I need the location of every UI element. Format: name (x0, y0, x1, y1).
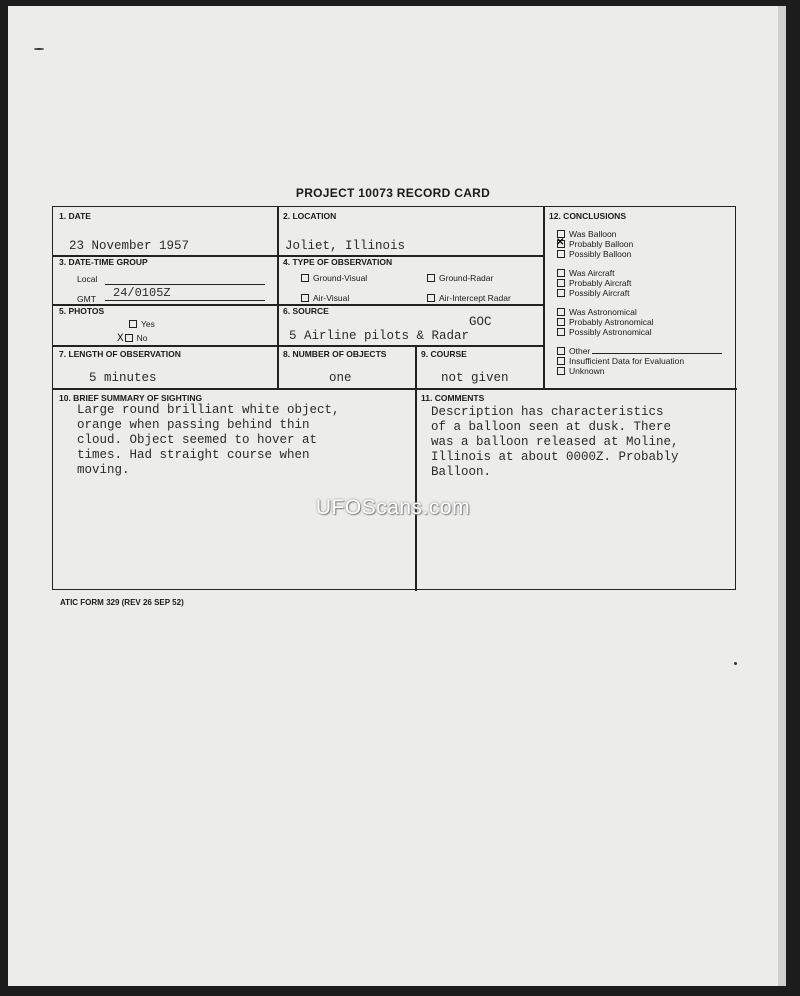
conclusion-item: Was Balloon (557, 229, 722, 239)
course-label: 9. COURSE (421, 349, 467, 359)
summary-line: cloud. Object seemed to hover at (77, 433, 318, 447)
checkbox (301, 294, 309, 302)
watermark: UFOScans.com (315, 496, 471, 519)
gmt-value: 24/0105Z (113, 286, 171, 300)
checkbox (427, 294, 435, 302)
comments-line: Description has characteristics (431, 405, 664, 419)
card-title: PROJECT 10073 RECORD CARD (295, 186, 491, 200)
source-value-line2: 5 Airline pilots & Radar (289, 329, 470, 343)
comments-text (431, 405, 679, 480)
comments-line: of a balloon seen at dusk. There (431, 420, 672, 434)
photos-yes-option: Yes (129, 319, 155, 329)
local-label: Local (77, 274, 98, 284)
ground-radar-option: Ground-Radar (427, 273, 493, 283)
summary-label: 10. BRIEF SUMMARY OF SIGHTING (59, 393, 203, 403)
check-mark: ✕ (556, 237, 565, 248)
comments-line: Balloon. (431, 465, 492, 479)
local-line (105, 284, 265, 285)
dtg-label: 3. DATE-TIME GROUP (59, 257, 148, 267)
date-label: 1. DATE (59, 211, 91, 221)
checkbox (301, 274, 309, 282)
conclusion-item: Was Astronomical (557, 307, 722, 317)
conclusion-item: Unknown (557, 366, 722, 376)
divider (415, 345, 417, 591)
comments-line: was a balloon released at Moline, (431, 435, 679, 449)
checkbox (125, 334, 133, 342)
conclusion-item: Probably Astronomical (557, 317, 722, 327)
air-visual-option: Air-Visual (301, 293, 349, 303)
divider (277, 207, 279, 389)
length-value: 5 minutes (89, 371, 157, 385)
length-label: 7. LENGTH OF OBSERVATION (59, 349, 181, 359)
air-intercept-option: Air-Intercept Radar (427, 293, 511, 303)
date-value: 23 November 1957 (69, 239, 190, 253)
type-obs-label: 4. TYPE OF OBSERVATION (283, 257, 393, 267)
comments-label: 11. COMMENTS (421, 393, 485, 403)
source-label: 6. SOURCE (283, 306, 329, 316)
num-objects-label: 8. NUMBER OF OBJECTS (283, 349, 387, 359)
gmt-label: GMT (77, 294, 96, 304)
summary-line: Large round brilliant white object, (77, 403, 340, 417)
divider (53, 345, 543, 347)
conclusion-item: Was Aircraft (557, 268, 722, 278)
conclusions-label: 12. CONCLUSIONS (549, 211, 626, 221)
conclusions-list (557, 229, 722, 376)
comments-line: Illinois at about 0000Z. Probably (431, 450, 679, 464)
record-card-form (52, 206, 736, 590)
conclusion-item: Insufficient Data for Evaluation (557, 356, 722, 366)
num-objects-value: one (329, 371, 352, 385)
photos-label: 5. PHOTOS (59, 306, 105, 316)
conclusion-item: Possibly Balloon (557, 249, 722, 259)
divider (543, 207, 545, 389)
photos-no-option: X No (117, 333, 148, 345)
summary-line: moving. (77, 463, 130, 477)
conclusion-item: ✕ Probably Balloon (556, 237, 634, 249)
ground-visual-option: Ground-Visual (301, 273, 367, 283)
summary-text (77, 403, 340, 478)
divider (53, 388, 737, 390)
location-label: 2. LOCATION (283, 211, 337, 221)
form-footer: ATIC FORM 329 (REV 26 SEP 52) (60, 598, 184, 607)
document-page (8, 6, 778, 986)
conclusion-item: Possibly Astronomical (557, 327, 722, 337)
source-value-line1: GOC (469, 315, 492, 329)
checkbox (427, 274, 435, 282)
speck (734, 662, 737, 665)
summary-line: orange when passing behind thin (77, 418, 310, 432)
course-value: not given (441, 371, 509, 385)
conclusion-item: Possibly Aircraft (557, 288, 722, 298)
gmt-line (105, 300, 265, 301)
speck (34, 48, 44, 50)
conclusion-item: Probably Aircraft (557, 278, 722, 288)
summary-line: times. Had straight course when (77, 448, 310, 462)
checkbox (129, 320, 137, 328)
conclusion-item: Other (557, 346, 722, 356)
check-mark: X (117, 333, 124, 345)
location-value: Joliet, Illinois (285, 239, 406, 253)
